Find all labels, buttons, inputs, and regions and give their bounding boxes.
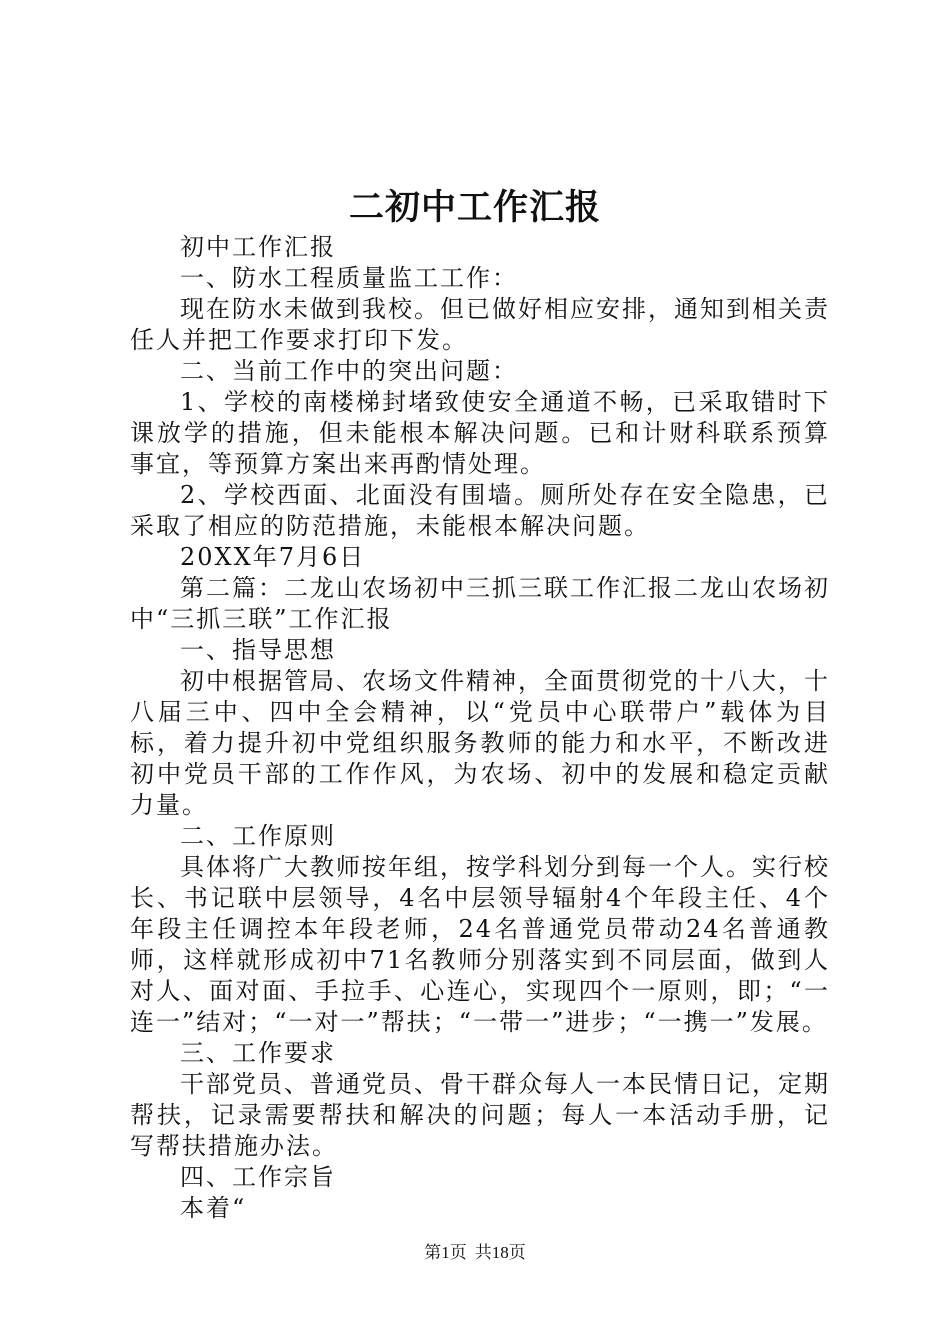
- section-heading: 四、工作宗旨: [180, 1163, 336, 1191]
- paragraph: 1、学校的南楼梯封堵致使安全通道不畅，已采取错时下课放学的措施，但未能根本解决问题。已和计财科联系预算事宜，等预算方案出来再酌情处理。: [130, 388, 830, 478]
- paragraph: 初中工作汇报: [180, 233, 336, 261]
- page-number: 第1页: [424, 1243, 467, 1262]
- date-line: 20XX年7月6日: [180, 543, 366, 571]
- paragraph: 第二篇：二龙山农场初中三抓三联工作汇报二龙山农场初中“三抓三联”工作汇报: [130, 574, 830, 633]
- page-footer: [0, 1241, 950, 1265]
- document-title: 二初中工作汇报: [348, 187, 601, 228]
- paragraph: 现在防水未做到我校。但已做好相应安排，通知到相关责任人并把工作要求打印下发。: [130, 295, 830, 354]
- section-heading: 一、指导思想: [180, 636, 336, 664]
- section-heading: 二、工作原则: [180, 822, 336, 850]
- paragraph: 具体将广大教师按年组，按学科划分到每一个人。实行校长、书记联中层领导，4名中层领导辐射4个年段主任、4个年段主任调控本年段老师，24名普通党员带动24名普通教师，这样就形成初中71名教师分别落实到不同层面，做到人对人、面对面、手拉手、心连心，实现四个一原则，即；“一连一”结对；“一对一”帮扶；“一带一”进步；“一携一”发展。: [130, 853, 830, 1036]
- page-total: 共18页: [474, 1243, 526, 1262]
- section-heading: 三、工作要求: [180, 1039, 336, 1067]
- paragraph: 二、当前工作中的突出问题：: [180, 357, 518, 385]
- paragraph: 本着“: [180, 1194, 247, 1222]
- paragraph: 初中根据管局、农场文件精神，全面贯彻党的十八大，十八届三中、四中全会精神，以“党员中心联带户”载体为目标，着力提升初中党组织服务教师的能力和水平，不断改进初中党员干部的工作作风，为农场、初中的发展和稳定贡献力量。: [130, 667, 830, 819]
- paragraph: 2、学校西面、北面没有围墙。厕所处存在安全隐患，已采取了相应的防范措施，未能根本解决问题。: [130, 481, 830, 540]
- document-body: [130, 232, 830, 1224]
- paragraph: 一、防水工程质量监工工作：: [180, 264, 518, 292]
- paragraph: 干部党员、普通党员、骨干群众每人一本民情日记，定期帮扶，记录需要帮扶和解决的问题；每人一本活动手册，记写帮扶措施办法。: [130, 1070, 830, 1160]
